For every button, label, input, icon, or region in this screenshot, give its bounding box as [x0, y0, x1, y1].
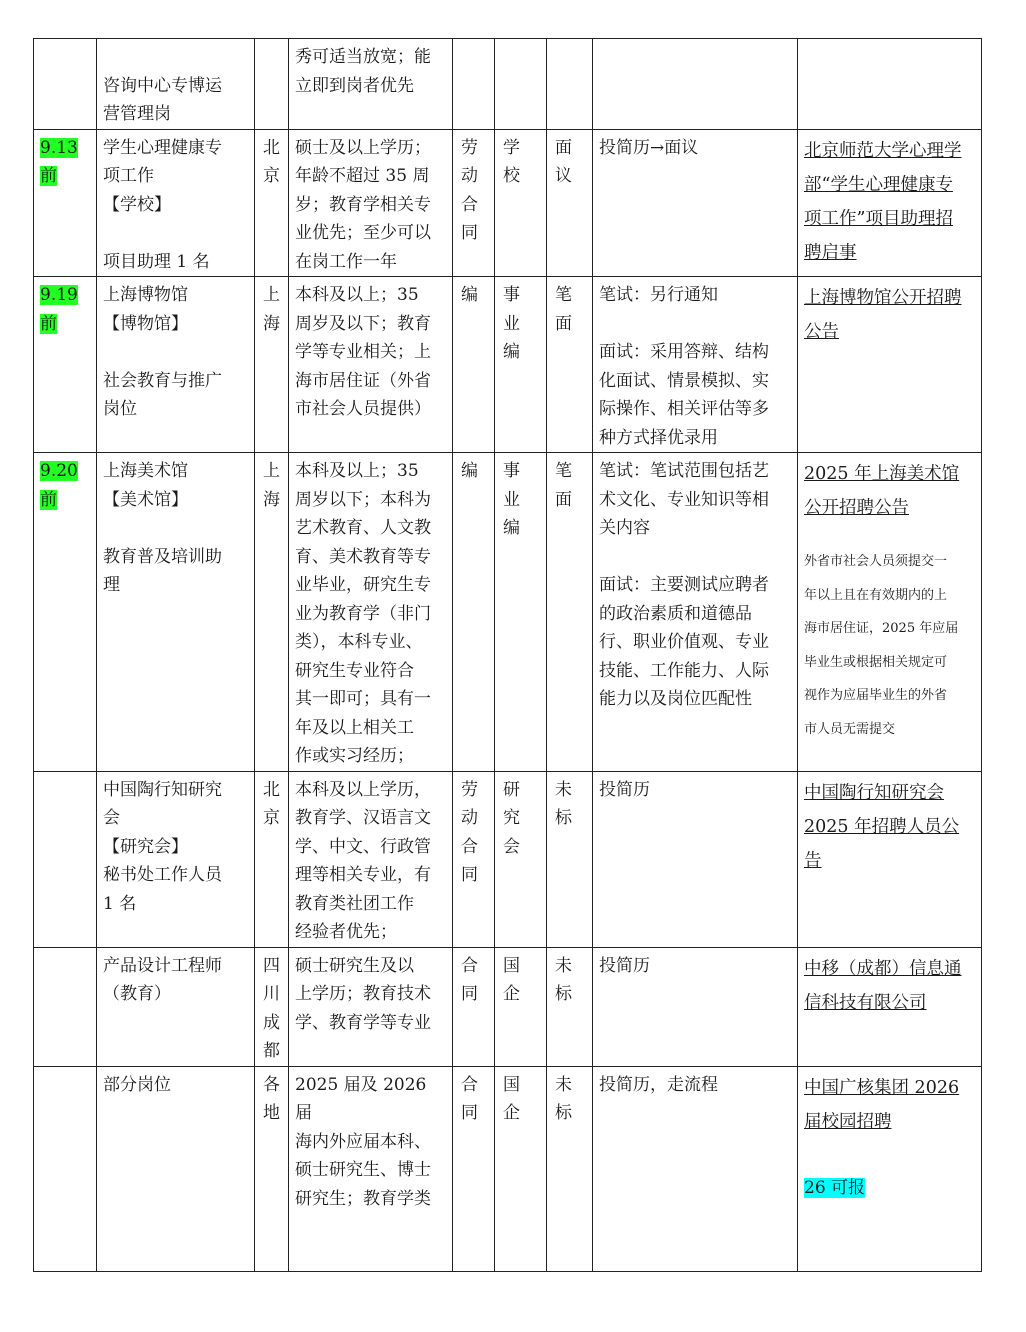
job-line: 项目助理 1 名 [103, 251, 210, 272]
date-cell [34, 1066, 97, 1271]
req-line: 年及以上相关工 [295, 717, 414, 738]
req-line: 秀可适当放宽；能 [295, 47, 431, 67]
region-line: 成 [263, 1012, 280, 1033]
req-line: 硕士研究生、博士 [295, 1160, 431, 1180]
note-line: 市人员无需提交 [804, 721, 896, 737]
req-line: 教育类社团工作 [295, 893, 414, 914]
job-line: 【博物馆】 [103, 313, 188, 334]
process-line [599, 543, 791, 572]
job-line: 岗位 [103, 399, 137, 419]
source-line[interactable]: 公告 [804, 322, 839, 342]
exam-line: 笔 [555, 285, 572, 305]
job-line: 营管理岗 [103, 104, 171, 124]
contract-cell [453, 453, 495, 772]
region-cell [255, 771, 289, 947]
source-cell [798, 1066, 982, 1271]
note-line: 年以上且在有效期内的上 [804, 587, 948, 603]
process-line: 化面试、情景模拟、实 [599, 370, 769, 391]
req-cell [289, 1066, 453, 1271]
contract-line: 合 [461, 1074, 478, 1095]
date-cell [34, 39, 97, 130]
contract-line: 动 [461, 166, 478, 186]
source-cell [798, 39, 982, 130]
note-line: 外省市社会人员须提交一 [804, 554, 948, 569]
req-line: 作或实习经历； [295, 746, 414, 766]
nature-line: 研 [503, 779, 520, 800]
req-line: 本科及以上；35 [295, 285, 419, 305]
region-cell [255, 453, 289, 772]
nature-line: 编 [503, 342, 520, 362]
nature-cell [495, 39, 547, 130]
job-line: 项工作 [103, 166, 154, 186]
region-cell [255, 947, 289, 1066]
req-line: 硕士及以上学历； [295, 137, 431, 158]
date-cell [34, 947, 97, 1066]
region-line: 京 [263, 166, 280, 186]
req-line: 海市居住证（外省 [295, 370, 431, 391]
nature-cell [495, 947, 547, 1066]
deadline-highlight: 前 [40, 489, 57, 510]
source-line[interactable]: 北京师范大学心理学 [804, 140, 962, 161]
req-line: 周岁以下；本科为 [295, 489, 431, 510]
source-cell [798, 277, 982, 453]
job-line: 秘书处工作人员 [103, 865, 222, 885]
source-line[interactable]: 公开招聘公告 [804, 498, 909, 518]
exam-line: 笔 [555, 461, 572, 481]
job-line: 学生心理健康专 [103, 137, 222, 158]
req-cell [289, 771, 453, 947]
job-line [103, 219, 248, 248]
note-line: 海市居住证，2025 年应届 [804, 621, 959, 636]
nature-cell [495, 771, 547, 947]
region-line: 海 [263, 489, 280, 510]
contract-cell [453, 1066, 495, 1271]
job-line: 会 [103, 808, 120, 828]
exam-line: 面 [555, 137, 572, 158]
job-line: 1 名 [103, 893, 137, 914]
process-line: 笔试：另行通知 [599, 285, 718, 305]
exam-line: 议 [555, 166, 572, 186]
nature-line: 事 [503, 285, 520, 305]
table-row [34, 771, 982, 947]
req-line: 经验者优先； [295, 922, 397, 942]
req-line: 其一即可；具有一 [295, 689, 431, 709]
exam-line: 标 [555, 984, 572, 1004]
process-line: 行、职业价值观、专业 [599, 632, 769, 652]
nature-line: 企 [503, 1103, 520, 1123]
contract-line: 同 [461, 984, 478, 1004]
process-line: 面试：主要测试应聘者 [599, 575, 769, 595]
req-line: 教育学、汉语言文 [295, 808, 431, 828]
nature-line: 会 [503, 836, 520, 857]
exam-cell [547, 947, 593, 1066]
req-cell [289, 39, 453, 130]
req-line: 在岗工作一年 [295, 251, 397, 272]
req-line: 艺术教育、人文教 [295, 518, 431, 538]
exam-cell [547, 39, 593, 130]
req-line: 学、教育学等专业 [295, 1012, 431, 1033]
job-line: 【研究会】 [103, 836, 188, 857]
process-line [599, 310, 791, 339]
contract-line: 劳 [461, 137, 478, 158]
req-line: 业毕业，研究生专 [295, 575, 431, 595]
process-line: 术文化、专业知识等相 [599, 489, 769, 510]
process-line: 投简历 [599, 779, 650, 800]
contract-cell [453, 129, 495, 277]
source-line[interactable]: 届校园招聘 [804, 1111, 892, 1132]
exam-cell [547, 771, 593, 947]
job-cell [97, 129, 255, 277]
req-line: 本科及以上；35 [295, 461, 419, 481]
contract-line: 同 [461, 223, 478, 243]
region-line: 北 [263, 779, 280, 800]
contract-cell [453, 277, 495, 453]
date-cell [34, 453, 97, 772]
process-line: 技能、工作能力、人际 [599, 660, 769, 681]
source-line[interactable]: 中移（成都）信息通 [804, 958, 962, 979]
region-line: 北 [263, 137, 280, 158]
exam-line: 未 [555, 1074, 572, 1095]
region-cell [255, 39, 289, 130]
source-line[interactable]: 中国陶行知研究会 [804, 782, 944, 803]
date-cell [34, 129, 97, 277]
job-line: （教育） [103, 984, 171, 1004]
req-line: 海内外应届本科、 [295, 1131, 431, 1152]
job-line: 理 [103, 575, 120, 595]
process-cell [593, 771, 798, 947]
req-line: 类），本科专业、 [295, 632, 423, 652]
req-line: 立即到岗者优先 [295, 75, 414, 96]
nature-line: 国 [503, 955, 520, 976]
process-cell [593, 277, 798, 453]
req-line: 硕士研究生及以 [295, 955, 414, 976]
process-line: 投简历→面议 [599, 137, 699, 158]
exam-cell [547, 277, 593, 453]
source-line[interactable]: 2025 年招聘人员公 [804, 816, 960, 837]
job-line: 中国陶行知研究 [103, 779, 222, 800]
process-line: 笔试：笔试范围包括艺 [599, 461, 769, 481]
nature-line: 学 [503, 137, 520, 158]
req-line: 2025 届及 2026 届 [295, 1074, 427, 1123]
source-cell [798, 453, 982, 772]
exam-line: 未 [555, 779, 572, 800]
nature-line: 究 [503, 808, 520, 828]
req-line: 理等相关专业，有 [295, 865, 431, 885]
exam-cell [547, 129, 593, 277]
table-row [34, 947, 982, 1066]
nature-cell [495, 1066, 547, 1271]
req-line: 周岁及以下；教育 [295, 313, 431, 334]
req-cell [289, 947, 453, 1066]
deadline-highlight: 前 [40, 313, 57, 334]
table-row [34, 39, 982, 130]
process-cell [593, 947, 798, 1066]
region-cell [255, 129, 289, 277]
source-line[interactable]: 信科技有限公司 [804, 992, 927, 1013]
process-line: 投简历，走流程 [599, 1074, 718, 1095]
job-cell [97, 1066, 255, 1271]
process-cell [593, 1066, 798, 1271]
process-line: 的政治素质和道德品 [599, 603, 752, 624]
exam-line: 面 [555, 313, 572, 334]
region-line: 地 [263, 1103, 280, 1123]
contract-cell [453, 771, 495, 947]
contract-line: 编 [461, 461, 478, 481]
req-cell [289, 453, 453, 772]
source-cell [798, 129, 982, 277]
region-line: 四 [263, 955, 280, 976]
job-cell [97, 39, 255, 130]
recruitment-table [33, 38, 982, 1272]
exam-line: 标 [555, 808, 572, 828]
source-cell [798, 771, 982, 947]
process-cell [593, 129, 798, 277]
process-cell [593, 39, 798, 130]
job-line: 咨询中心专博运 [103, 75, 222, 96]
region-line: 京 [263, 808, 280, 828]
source-line[interactable]: 项工作”项目助理招 [804, 208, 953, 229]
deadline-highlight: 9.13 [40, 137, 78, 158]
table-row [34, 129, 982, 277]
nature-cell [495, 129, 547, 277]
contract-line: 编 [461, 285, 478, 305]
contract-line: 劳 [461, 779, 478, 800]
note-line: 毕业生或根据相关规定可 [804, 654, 948, 670]
process-line: 投简历 [599, 955, 650, 976]
job-line: 产品设计工程师 [103, 955, 222, 976]
job-line: 社会教育与推广 [103, 370, 222, 391]
source-line[interactable]: 2025 年上海美术馆 [804, 464, 960, 484]
deadline-highlight: 前 [40, 166, 57, 186]
req-line: 业为教育学（非门 [295, 603, 431, 624]
req-line: 市社会人员提供） [295, 399, 431, 419]
date-cell [34, 771, 97, 947]
req-line: 年龄不超过 35 周 [295, 166, 430, 186]
req-line: 育、美术教育等专 [295, 546, 431, 567]
job-cell [97, 277, 255, 453]
region-line: 海 [263, 313, 280, 334]
req-line: 本科及以上学历， [295, 779, 431, 800]
contract-line: 合 [461, 194, 478, 215]
process-line: 种方式择优录用 [599, 427, 718, 448]
process-cell [593, 453, 798, 772]
req-line: 业优先；至少可以 [295, 223, 431, 243]
contract-line: 合 [461, 836, 478, 857]
source-line[interactable]: 聘启事 [804, 242, 857, 263]
exam-line: 未 [555, 955, 572, 976]
source-cell [798, 947, 982, 1066]
job-line [103, 514, 248, 543]
job-cell [97, 453, 255, 772]
contract-line: 动 [461, 808, 478, 828]
nature-line: 企 [503, 984, 520, 1004]
req-line: 学、中文、行政管 [295, 836, 431, 857]
job-cell [97, 771, 255, 947]
source-line[interactable]: 中国广核集团 2026 [804, 1077, 960, 1098]
job-line: 部分岗位 [103, 1074, 171, 1095]
deadline-highlight: 9.20 [40, 461, 78, 481]
nature-line: 事 [503, 461, 520, 481]
source-line[interactable]: 告 [804, 850, 822, 871]
job-line: 【美术馆】 [103, 489, 188, 510]
job-line: 上海美术馆 [103, 461, 188, 481]
deadline-highlight: 9.19 [40, 285, 78, 305]
note-line: 视作为应届毕业生的外省 [804, 688, 948, 703]
nature-cell [495, 277, 547, 453]
table-row [34, 1066, 982, 1271]
contract-cell [453, 947, 495, 1066]
exam-cell [547, 453, 593, 772]
contract-line: 合 [461, 955, 478, 976]
req-cell [289, 129, 453, 277]
req-line: 上学历；教育技术 [295, 984, 431, 1004]
region-line: 川 [263, 984, 280, 1004]
process-line: 能力以及岗位匹配性 [599, 689, 752, 709]
process-line: 面试：采用答辩、结构 [599, 342, 769, 362]
nature-line: 编 [503, 518, 520, 538]
nature-cell [495, 453, 547, 772]
contract-line: 同 [461, 865, 478, 885]
region-line: 各 [263, 1074, 280, 1095]
contract-line: 同 [461, 1103, 478, 1123]
nature-line: 校 [503, 166, 520, 186]
region-line: 上 [263, 285, 280, 305]
nature-line: 国 [503, 1074, 520, 1095]
nature-line: 业 [503, 489, 520, 510]
exam-cell [547, 1066, 593, 1271]
job-line: 【学校】 [103, 194, 171, 215]
source-line[interactable]: 部“学生心理健康专 [804, 174, 953, 195]
date-cell [34, 277, 97, 453]
job-line [103, 43, 248, 72]
region-cell [255, 1066, 289, 1271]
region-line: 上 [263, 461, 280, 481]
eligibility-tag: 26 可报 [804, 1177, 866, 1198]
residency-note [804, 545, 975, 746]
region-line: 都 [263, 1041, 280, 1061]
table-row [34, 453, 982, 772]
req-line: 研究生；教育学类 [295, 1188, 431, 1209]
exam-line: 标 [555, 1103, 572, 1123]
req-line: 研究生专业符合 [295, 660, 414, 681]
table-row [34, 277, 982, 453]
exam-line: 面 [555, 489, 572, 510]
job-line: 教育普及培训助 [103, 546, 222, 567]
req-line: 学等专业相关；上 [295, 342, 431, 362]
req-line: 岁；教育学相关专 [295, 194, 431, 215]
job-cell [97, 947, 255, 1066]
job-line: 上海博物馆 [103, 285, 188, 305]
contract-cell [453, 39, 495, 130]
req-cell [289, 277, 453, 453]
job-line [103, 338, 248, 367]
nature-line: 业 [503, 313, 520, 334]
region-cell [255, 277, 289, 453]
source-line[interactable]: 上海博物馆公开招聘 [804, 288, 962, 308]
process-line: 际操作、相关评估等多 [599, 399, 769, 419]
process-line: 关内容 [599, 518, 650, 538]
